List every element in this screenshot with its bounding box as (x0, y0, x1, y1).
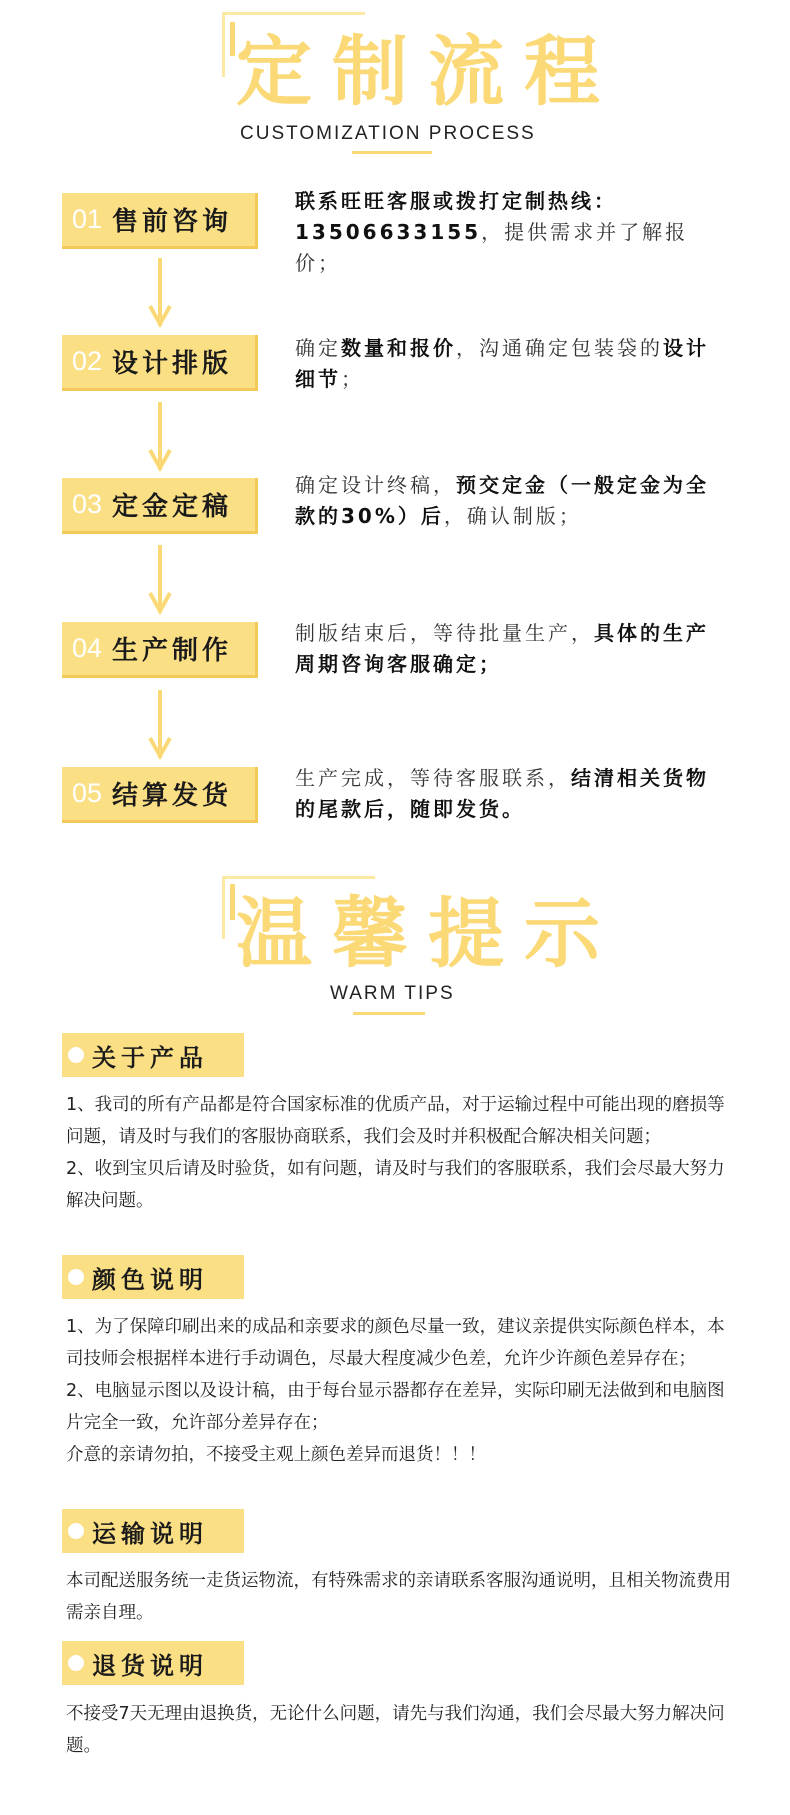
tip-section-title: 颜色说明 (92, 1265, 208, 1294)
tip-paragraph: 2、电脑显示图以及设计稿，由于每台显示器都存在差异，实际印刷无法做到和电脑图片完全一致，允许部分差异存在； (66, 1381, 725, 1433)
step-arrow-1 (148, 258, 172, 328)
step-description-bold: 预交定金（一般定金为全款的30%）后 (295, 473, 709, 528)
process-title-underline (352, 151, 432, 154)
step-name: 售前咨询 (112, 207, 233, 237)
tip-section-title: 运输说明 (92, 1519, 208, 1548)
step-badge-3 (62, 478, 258, 534)
step-name: 结算发货 (112, 781, 233, 811)
step-name: 设计排版 (112, 349, 233, 379)
step-description-text: 确定 (295, 336, 341, 360)
step-badge-4 (62, 622, 258, 678)
tip-badge-product (62, 1033, 244, 1077)
step-description-text: 确定设计终稿， (295, 473, 456, 497)
step-description-bold: 结清相关货物的尾款后，随即发货。 (295, 766, 709, 821)
step-arrow-4 (148, 690, 172, 760)
step-arrow-3 (148, 545, 172, 615)
tip-paragraph: 2、收到宝贝后请及时验货，如有问题，请及时与我们的客服联系，我们会尽最大努力解决问题。 (66, 1159, 725, 1211)
step-description-text: ，提供需求并了解报价； (295, 220, 689, 275)
process-subtitle: CUSTOMIZATION PROCESS (240, 123, 536, 144)
tip-paragraph: 介意的亲请勿拍，不接受主观上颜色差异而退货！！！ (66, 1445, 486, 1465)
bullet-dot-icon (68, 1047, 84, 1063)
step-number: 01 (72, 204, 103, 234)
tip-badge-color (62, 1255, 244, 1299)
tip-paragraph: 1、我司的所有产品都是符合国家标准的优质产品，对于运输过程中可能出现的磨损等问题，请及时与我们的客服协商联系，我们会及时并积极配合解决相关问题； (66, 1095, 725, 1147)
tip-badge-return (62, 1641, 244, 1685)
step-number: 02 (72, 346, 103, 376)
bullet-dot-icon (68, 1655, 84, 1671)
tips-title-underline (353, 1012, 425, 1015)
step-description-text: 生产完成，等待客服联系， (295, 766, 571, 790)
step-description-text: ； (341, 367, 364, 391)
step-name: 定金定稿 (112, 492, 233, 522)
step-description-1 (295, 186, 725, 279)
step-description-text: ，沟通确定包装袋的 (456, 336, 663, 360)
tip-section-title: 退货说明 (92, 1651, 208, 1680)
step-description-3 (295, 470, 725, 532)
step-description-text: ，确认制版； (443, 504, 582, 528)
process-title-decor-bar (230, 22, 235, 56)
tip-paragraph: 本司配送服务统一走货运物流，有特殊需求的亲请联系客服沟通说明，且相关物流费用需亲自理。 (66, 1571, 731, 1623)
tip-badge-shipping (62, 1509, 244, 1553)
tip-body-color (66, 1311, 731, 1471)
tip-body-shipping (66, 1565, 731, 1629)
tip-body-product (66, 1089, 731, 1217)
bullet-dot-icon (68, 1523, 84, 1539)
step-description-2 (295, 333, 725, 395)
tip-body-return (66, 1698, 731, 1762)
step-description-bold: 联系旺旺客服或拨打定制热线：13506633155 (295, 189, 617, 244)
tips-title-decor-bar (230, 884, 235, 920)
step-badge-1 (62, 193, 258, 249)
step-description-bold: 数量和报价 (341, 336, 456, 360)
step-number: 05 (72, 778, 103, 808)
step-description-5 (295, 763, 725, 825)
step-description-4 (295, 618, 725, 680)
tip-section-title: 关于产品 (92, 1043, 208, 1072)
step-badge-5 (62, 767, 258, 823)
step-badge-2 (62, 335, 258, 391)
tip-paragraph: 1、为了保障印刷出来的成品和亲要求的颜色尽量一致，建议亲提供实际颜色样本，本司技师会根据样本进行手动调色，尽最大程度减少色差，允许少许颜色差异存在； (66, 1317, 725, 1369)
tips-title: 温馨提示 (236, 889, 620, 978)
step-name: 生产制作 (112, 636, 233, 666)
step-number: 04 (72, 633, 103, 663)
bullet-dot-icon (68, 1269, 84, 1285)
step-number: 03 (72, 489, 103, 519)
step-description-bold: 具体的生产周期咨询客服确定； (295, 621, 709, 676)
process-title: 定制流程 (236, 27, 620, 116)
step-description-bold: 设计细节 (295, 336, 709, 391)
tips-subtitle: WARM TIPS (330, 983, 455, 1004)
tip-paragraph: 不接受7天无理由退换货，无论什么问题，请先与我们沟通，我们会尽最大努力解决问题。 (66, 1704, 725, 1756)
step-description-text: 制版结束后，等待批量生产， (295, 621, 594, 645)
step-arrow-2 (148, 402, 172, 472)
